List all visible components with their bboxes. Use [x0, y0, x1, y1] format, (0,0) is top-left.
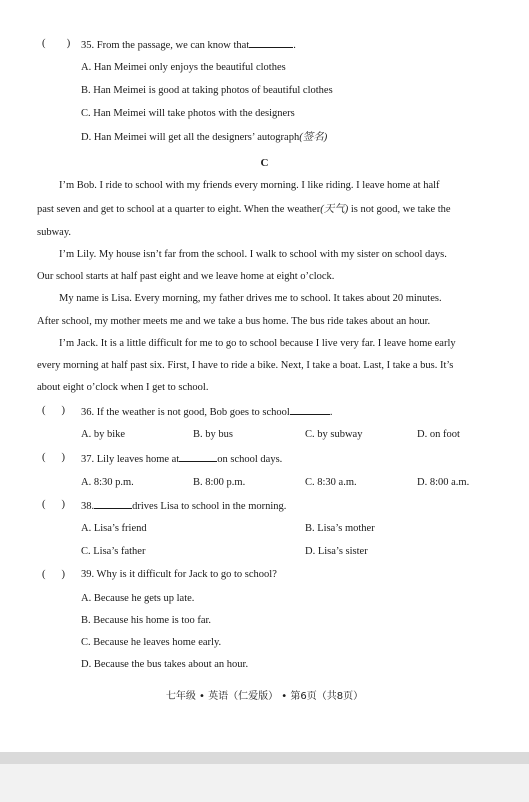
q38-stem-end: drives Lisa to school in the morning. [132, 501, 287, 512]
q35-option-d-text: D. Han Meimei will get all the designers’ autograph [81, 132, 300, 143]
q38-option-b: B. Lisa’s mother [305, 523, 375, 534]
page-footer: 七年级 • 英语（仁爱版） • 第6页（共8页） [165, 691, 364, 702]
q37-stem-text: 37. Lily leaves home at [81, 454, 180, 465]
q37-option-d: D. 8:00 a.m. [417, 477, 470, 488]
passage-text: is not good, we take the [348, 204, 451, 215]
q38-stem [81, 498, 286, 514]
answer-blank [94, 498, 132, 509]
paren-open: ( [42, 499, 46, 510]
passage-p1-line3: subway. [37, 227, 72, 238]
q39-answer-paren [42, 568, 65, 582]
q37-option-c: C. 8:30 a.m. [305, 477, 357, 488]
passage-text: past seven and get to school at a quarter to eight. When the weather [37, 204, 321, 215]
paren-close: ) [61, 452, 65, 463]
passage-p3-line1: My name is Lisa. Every morning, my father drives me to school. It takes about 20 minutes. [59, 293, 442, 304]
passage-p3-line2: After school, my mother meets me and we take a bus home. The bus ride takes about an hour. [37, 316, 431, 327]
q35-stem-end: . [293, 40, 296, 51]
passage-p4-line3: about eight o’clock when I get to school. [37, 382, 209, 393]
q36-option-a: A. by bike [81, 429, 126, 440]
paren-close: ) [66, 38, 71, 49]
viewer-divider [0, 752, 529, 764]
paren-open: ( [42, 569, 46, 580]
paren-open: ( [42, 452, 46, 463]
viewer-bottom-area [0, 752, 529, 802]
q36-option-b: B. by bus [193, 429, 233, 440]
paren-close: ) [61, 499, 65, 510]
q36-stem-text: 36. If the weather is not good, Bob goes to school [81, 407, 290, 418]
q39-option-b: B. Because his home is too far. [81, 615, 212, 626]
q36-answer-paren [42, 404, 65, 418]
q38-answer-paren [42, 498, 65, 512]
q39-option-a: A. Because he gets up late. [81, 593, 195, 604]
q38-option-d: D. Lisa’s sister [305, 546, 368, 557]
q38-option-a: A. Lisa’s friend [81, 523, 147, 534]
passage-p1-line1: I’m Bob. I ride to school with my friends every morning. I like riding. I leave home at half [59, 180, 440, 191]
passage-note: (天气) [320, 204, 349, 215]
q36-option-c: C. by subway [305, 429, 363, 440]
q37-option-b: B. 8:00 p.m. [193, 477, 246, 488]
q38-option-c: C. Lisa’s father [81, 546, 146, 557]
q35-answer-paren [42, 37, 70, 51]
q39-stem: 39. Why is it difficult for Jack to go to school? [81, 569, 277, 580]
passage-p4-line2: every morning at half past six. First, I have to ride a bike. Next, I take a boat. Last, I take a bus. It’s [37, 360, 454, 371]
passage-p2-line2: Our school starts at half past eight and we leave home at eight o’clock. [37, 271, 335, 282]
answer-blank [179, 451, 217, 462]
q37-answer-paren [42, 451, 65, 465]
q35-stem-text: 35. From the passage, we can know that [81, 40, 250, 51]
q35-option-a: A. Han Meimei only enjoys the beautiful clothes [81, 62, 286, 73]
q35-option-d-note: (签名) [299, 132, 328, 143]
q37-option-a: A. 8:30 p.m. [81, 477, 134, 488]
q38-stem-text: 38. [81, 501, 95, 512]
q37-stem [81, 451, 282, 467]
q36-option-d: D. on foot [417, 429, 460, 440]
paren-close: ) [61, 405, 65, 416]
q36-stem-end: . [329, 407, 333, 418]
paren-open: ( [42, 405, 46, 416]
section-title: C [260, 157, 269, 169]
q35-option-b: B. Han Meimei is good at taking photos of beautiful clothes [81, 85, 333, 96]
answer-blank [249, 37, 293, 48]
paren-close: ) [61, 569, 65, 580]
q36-stem [81, 404, 332, 420]
q35-stem [81, 37, 296, 53]
answer-blank [290, 404, 330, 415]
passage-p1-line2 [37, 203, 451, 217]
q35-option-d [81, 131, 327, 145]
passage-p4-line1: I’m Jack. It is a little difficult for me to go to school because I live very far. I leave home early [59, 338, 456, 349]
q39-option-c: C. Because he leaves home early. [81, 637, 222, 648]
q35-option-c: C. Han Meimei will take photos with the designers [81, 108, 295, 119]
q37-stem-end: on school days. [217, 454, 283, 465]
q39-option-d: D. Because the bus takes about an hour. [81, 659, 249, 670]
passage-p2-line1: I’m Lily. My house isn’t far from the school. I walk to school with my sister on school days. [59, 249, 447, 260]
paren-open: ( [42, 38, 46, 49]
